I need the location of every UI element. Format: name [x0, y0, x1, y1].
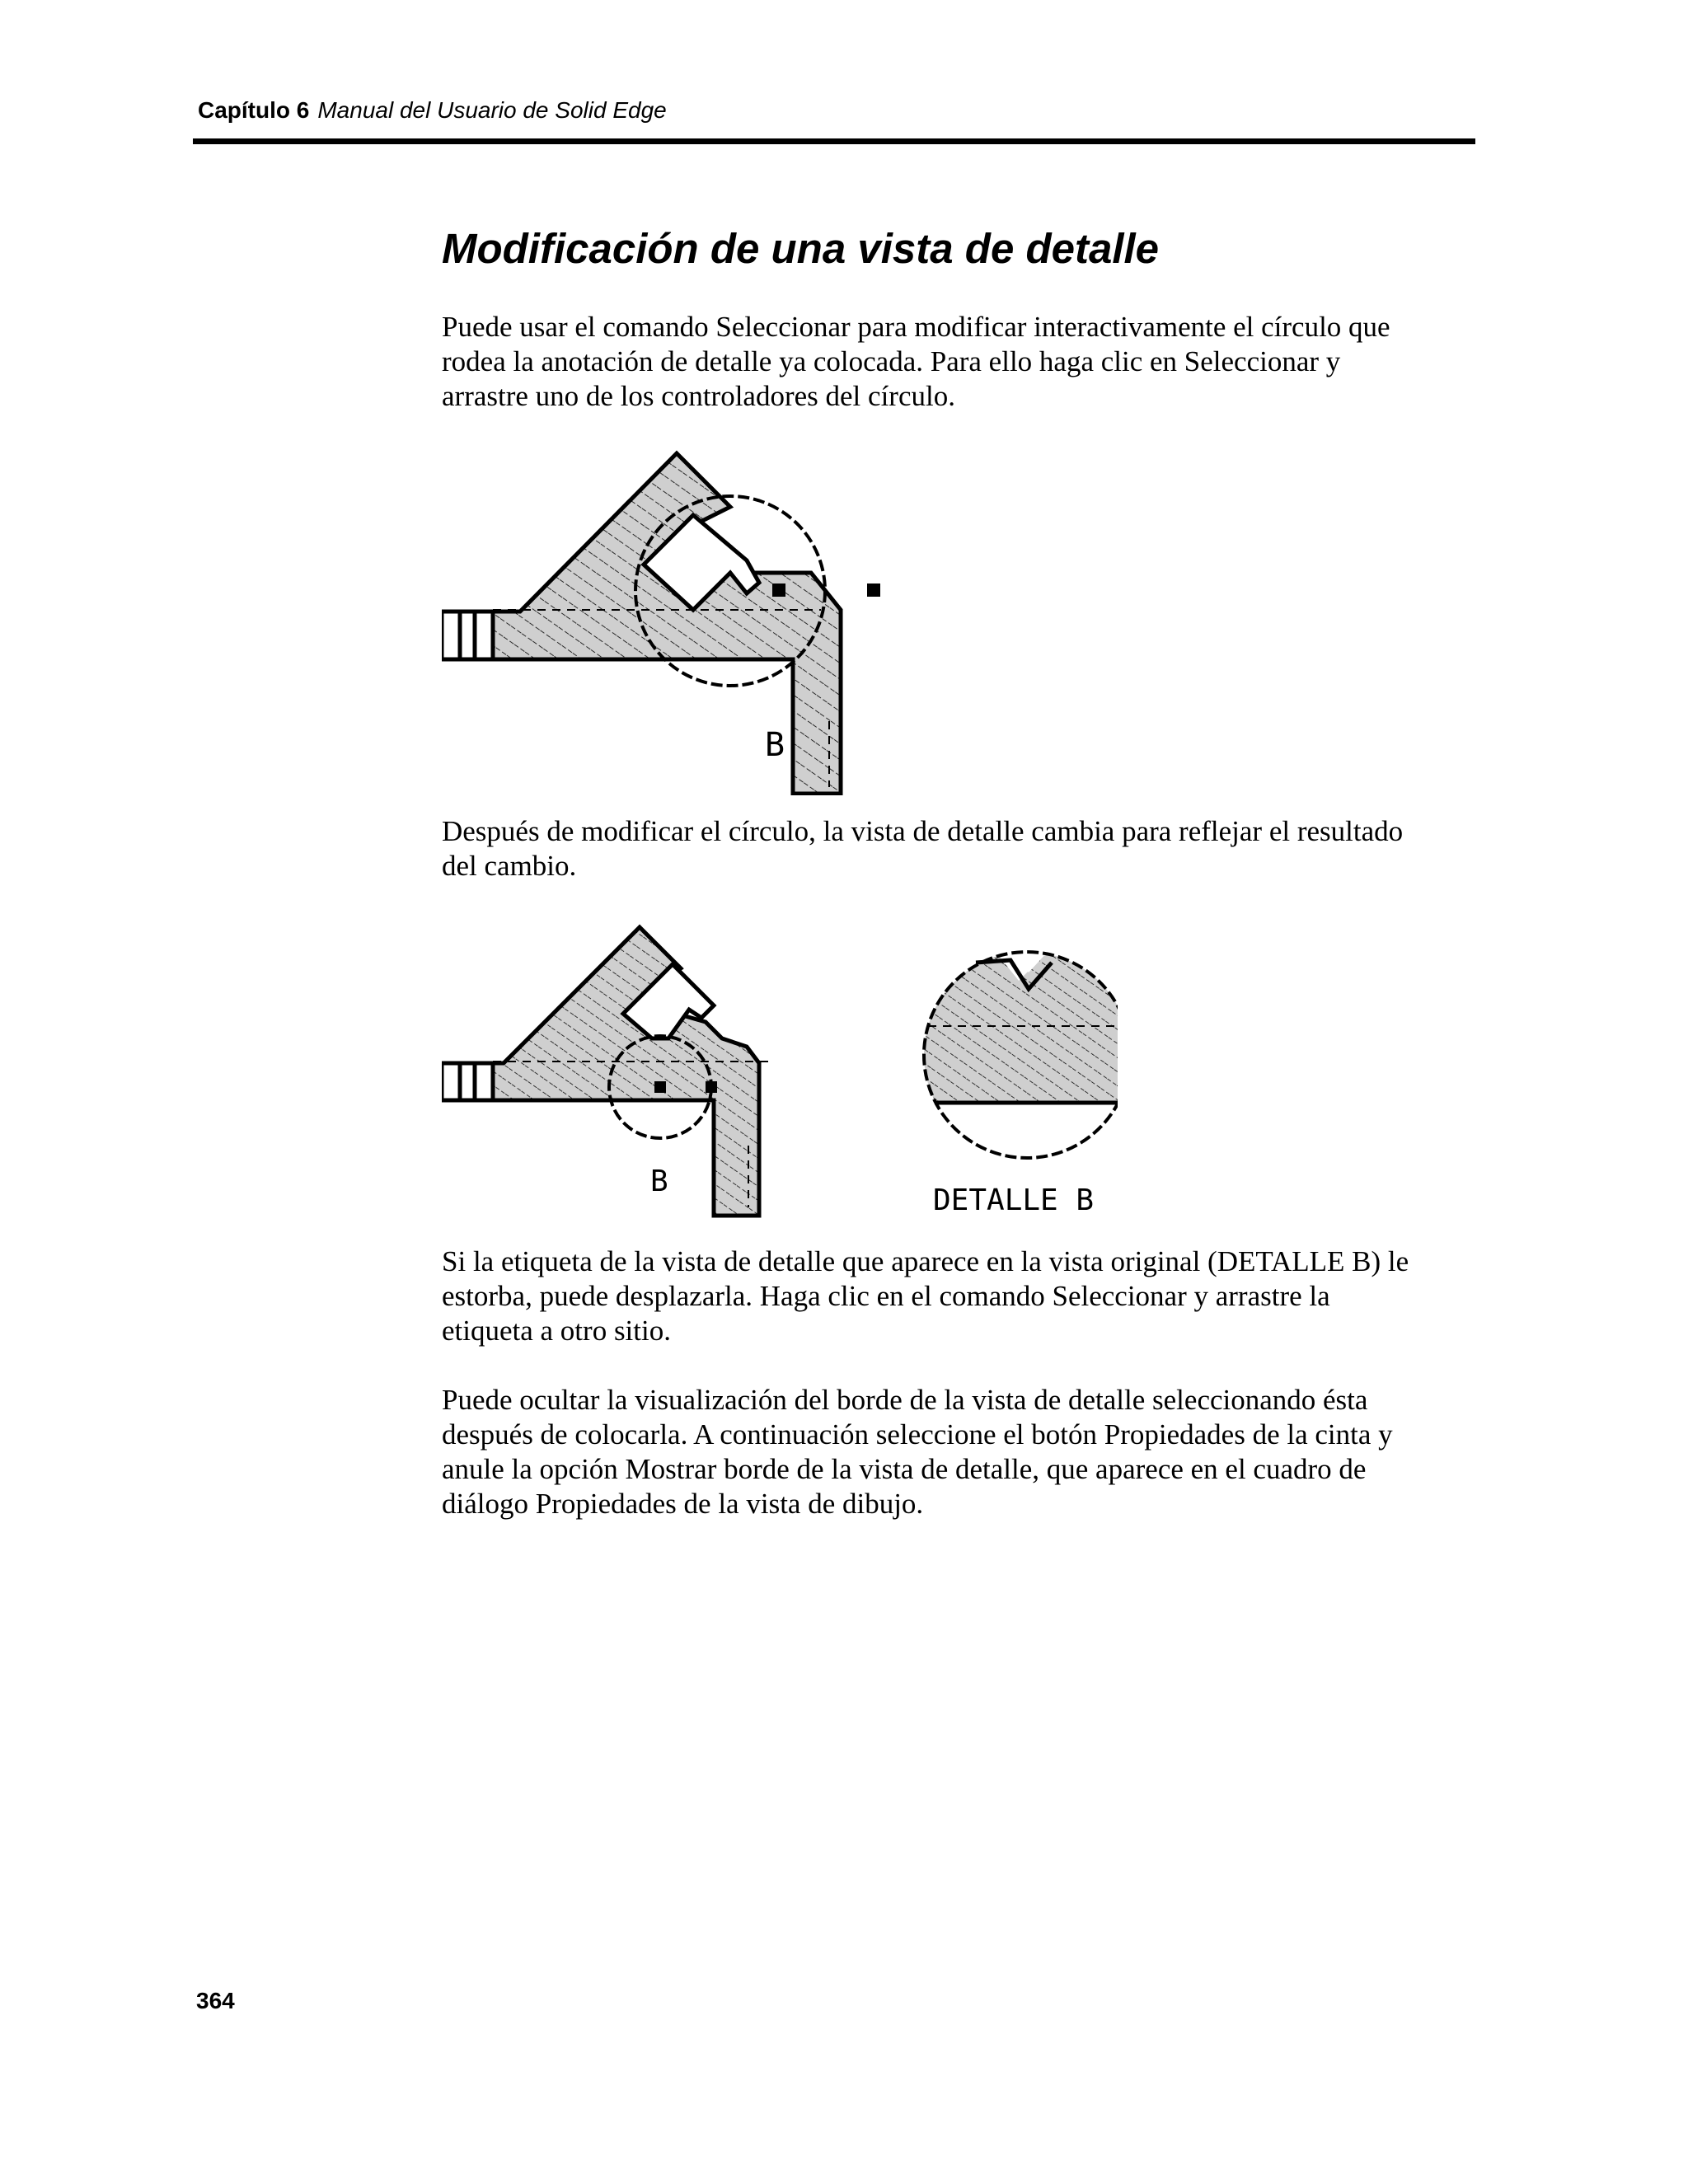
section-title: Modificación de una vista de detalle	[442, 225, 1160, 272]
page-number: 364	[196, 1988, 235, 2013]
figure-modified-view	[442, 923, 1118, 1228]
detail-view[interactable]	[920, 940, 1118, 1193]
paragraph-2-line: del cambio.	[442, 850, 577, 882]
figure-original-view	[442, 449, 887, 795]
detail-anchor-label[interactable]: B	[650, 1165, 668, 1198]
paragraph-1-line: rodea la anotación de detalle ya colocada. Para ello haga clic en Seleccionar y	[442, 345, 1341, 377]
paragraph-1	[442, 310, 1480, 414]
paragraph-4	[442, 1383, 1480, 1521]
paragraph-3	[442, 1244, 1480, 1348]
circle-center-handle[interactable]	[772, 583, 785, 597]
paragraph-1-line: Puede usar el comando Seleccionar para modificar interactivamente el círculo que	[442, 311, 1390, 343]
paragraph-3-line: etiqueta a otro sitio.	[442, 1315, 671, 1347]
paragraph-3-line: estorba, puede desplazarla. Haga clic en el comando Seleccionar y arrastre la	[442, 1280, 1330, 1312]
paragraph-4-line: anule la opción Mostrar borde de la vista de detalle, que aparece en el cuadro de	[442, 1453, 1367, 1485]
detail-anchor-label[interactable]: B	[765, 726, 785, 764]
circle-radius-handle[interactable]	[706, 1081, 717, 1093]
paragraph-1-line: arrastre uno de los controladores del círculo.	[442, 380, 955, 412]
detail-view-caption[interactable]: DETALLE B	[933, 1183, 1095, 1217]
paragraph-4-line: Puede ocultar la visualización del borde de la vista de detalle seleccionando ésta	[442, 1384, 1368, 1416]
circle-radius-handle[interactable]	[867, 583, 880, 597]
paragraph-4-line: diálogo Propiedades de la vista de dibujo.	[442, 1488, 924, 1520]
running-header	[198, 97, 667, 124]
header-rule	[193, 138, 1475, 144]
paragraph-2	[442, 814, 1480, 883]
paragraph-4-line: después de colocarla. A continuación seleccione el botón Propiedades de la cinta y	[442, 1418, 1393, 1451]
circle-center-handle[interactable]	[654, 1081, 666, 1093]
part-outline	[442, 927, 771, 1216]
chapter-label: Capítulo 6	[198, 97, 310, 123]
paragraph-3-line: Si la etiqueta de la vista de detalle que aparece en la vista original (DETALLE B) le	[442, 1245, 1409, 1277]
book-title: Manual del Usuario de Solid Edge	[317, 97, 667, 123]
paragraph-2-line: Después de modificar el círculo, la vista de detalle cambia para reflejar el resultado	[442, 815, 1404, 847]
